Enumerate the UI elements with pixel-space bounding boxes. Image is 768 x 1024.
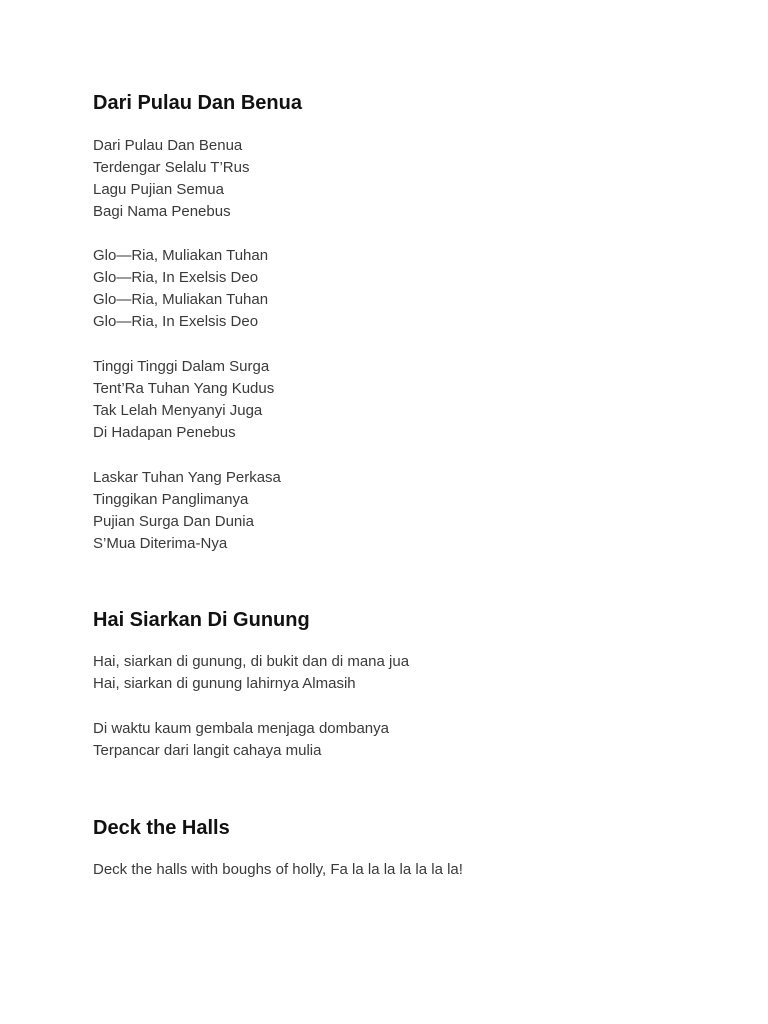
- stanza: [93, 859, 463, 881]
- lyric-line: Bagi Nama Penebus: [93, 203, 231, 220]
- song-title: Hai Siarkan Di Gunung: [93, 609, 310, 631]
- lyric-line: S’Mua Diterima-Nya: [93, 535, 228, 552]
- lyric-line: Tent’Ra Tuhan Yang Kudus: [93, 380, 275, 397]
- lyric-line: Lagu Pujian Semua: [93, 181, 224, 198]
- stanza: [93, 245, 268, 333]
- lyric-line: Di waktu kaum gembala menjaga dombanya: [93, 720, 389, 737]
- lyric-line: Di Hadapan Penebus: [93, 424, 236, 441]
- stanza: [93, 356, 274, 444]
- lyric-line: Dari Pulau Dan Benua: [93, 137, 243, 154]
- lyric-line: Terdengar Selalu T’Rus: [93, 159, 250, 176]
- lyric-line: Tak Lelah Menyanyi Juga: [93, 402, 263, 419]
- lyric-line: Terpancar dari langit cahaya mulia: [93, 742, 322, 759]
- song-title: Dari Pulau Dan Benua: [93, 92, 302, 114]
- lyric-line: Laskar Tuhan Yang Perkasa: [93, 469, 281, 486]
- lyric-line: Glo—Ria, Muliakan Tuhan: [93, 291, 269, 308]
- lyric-line: Hai, siarkan di gunung lahirnya Almasih: [93, 675, 356, 692]
- stanza: [93, 135, 249, 223]
- lyric-line: Tinggi Tinggi Dalam Surga: [93, 358, 270, 375]
- lyric-line: Glo—Ria, In Exelsis Deo: [93, 313, 259, 330]
- lyric-line: Hai, siarkan di gunung, di bukit dan di mana jua: [93, 653, 410, 670]
- lyric-line: Pujian Surga Dan Dunia: [93, 513, 254, 530]
- lyric-line: Tinggikan Panglimanya: [93, 491, 249, 508]
- stanza: [93, 467, 281, 555]
- song-hai-siarkan-di-gunung: [93, 607, 733, 759]
- stanza: [93, 718, 389, 762]
- song-title: Deck the Halls: [93, 817, 230, 839]
- song-deck-the-halls: [93, 815, 733, 878]
- song-dari-pulau-dan-benua: [93, 90, 733, 552]
- lyric-line: Deck the halls with boughs of holly, Fa la la la la la la la!: [93, 861, 463, 878]
- lyric-line: Glo—Ria, In Exelsis Deo: [93, 269, 259, 286]
- stanza: [93, 651, 409, 695]
- lyric-line: Glo—Ria, Muliakan Tuhan: [93, 247, 269, 264]
